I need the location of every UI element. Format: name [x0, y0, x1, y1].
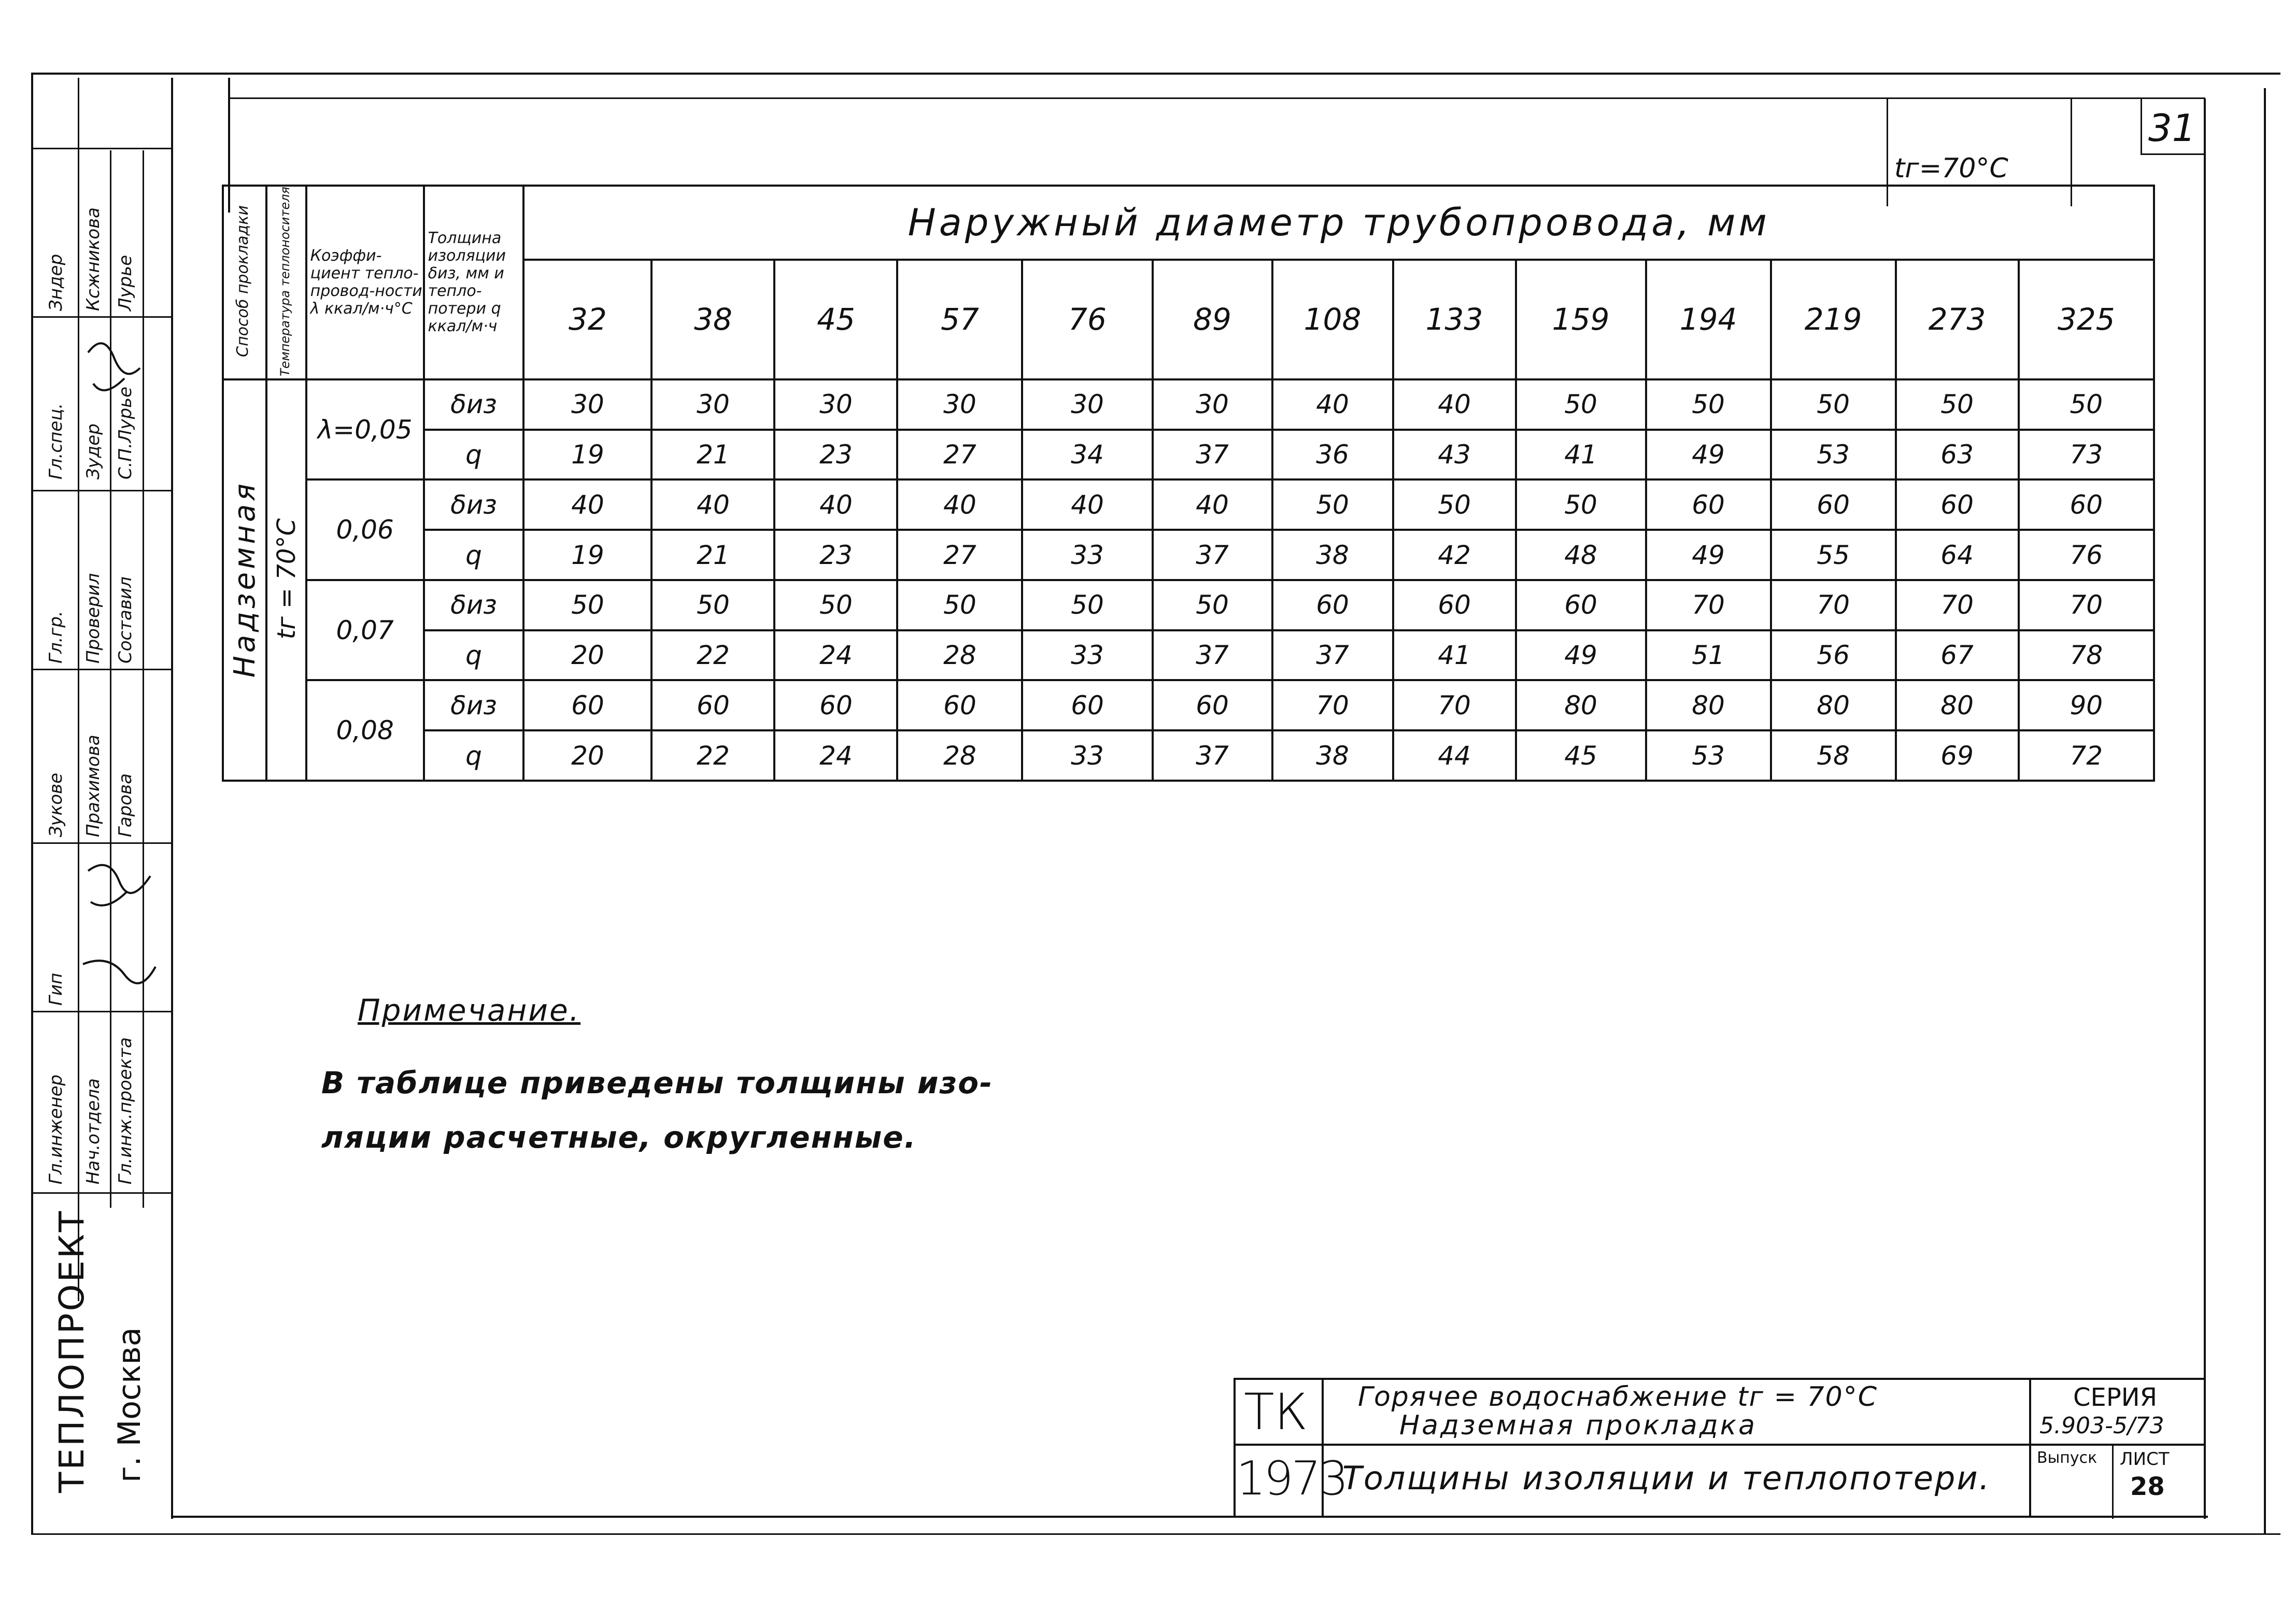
side-name-1: Зудер: [83, 424, 104, 479]
table-cell: 50: [1516, 479, 1646, 530]
tb-mid: [1234, 1444, 2205, 1446]
table-cell: 50: [1393, 479, 1516, 530]
table-cell: 64: [1896, 530, 2019, 580]
table-cell: 44: [1393, 730, 1516, 781]
row-label: δиз: [424, 379, 524, 430]
side-row-5: [31, 1011, 172, 1012]
method-cell: Надземная: [223, 379, 266, 781]
table-cell: 49: [1646, 430, 1771, 480]
side-role-1: Гл.спец.: [46, 403, 66, 479]
frame-left-inner: [171, 78, 173, 1519]
table-cell: 41: [1516, 430, 1646, 480]
table-cell: 27: [897, 530, 1022, 580]
table-cell: 60: [1272, 580, 1393, 630]
tb-series-label: СЕРИЯ: [2073, 1383, 2158, 1412]
table-cell: 60: [651, 680, 774, 730]
table-cell: 19: [523, 530, 651, 580]
table-cell: 37: [1153, 730, 1272, 781]
table-cell: 43: [1393, 430, 1516, 480]
diameter-header: 57: [897, 260, 1022, 379]
diameter-header: 325: [2019, 260, 2154, 379]
table-cell: 60: [1771, 479, 1896, 530]
diameter-header: 76: [1022, 260, 1152, 379]
table-row: [223, 479, 2154, 530]
table-cell: 60: [1646, 479, 1771, 530]
table-cell: 23: [774, 530, 897, 580]
diameter-header: 89: [1153, 260, 1272, 379]
table-cell: 40: [1393, 379, 1516, 430]
coefficient-cell: λ=0,05: [306, 379, 424, 480]
side-name-5: Нач.отдела: [83, 1078, 104, 1184]
table-cell: 80: [1646, 680, 1771, 730]
diameter-header: 38: [651, 260, 774, 379]
table-cell: 34: [1022, 430, 1152, 480]
table-cell: 56: [1771, 630, 1896, 681]
table-cell: 80: [1516, 680, 1646, 730]
side-row-0: [31, 148, 172, 149]
table-cell: 60: [774, 680, 897, 730]
table-cell: 30: [523, 379, 651, 430]
table-cell: 50: [523, 580, 651, 630]
table-cell: 28: [897, 630, 1022, 681]
table-cell: 80: [1771, 680, 1896, 730]
diameter-header: 45: [774, 260, 897, 379]
table-cell: 50: [2019, 379, 2154, 430]
pagenum-box-left: [2141, 98, 2142, 154]
table-cell: 78: [2019, 630, 2154, 681]
table-cell: 60: [1516, 580, 1646, 630]
table-cell: 40: [774, 479, 897, 530]
side-role-4: Гип: [46, 972, 66, 1006]
coefficient-cell: 0,07: [306, 580, 424, 681]
table-cell: 55: [1771, 530, 1896, 580]
table-cell: 20: [523, 630, 651, 681]
frame-right-inner: [2204, 98, 2206, 1519]
table-cell: 50: [1646, 379, 1771, 430]
tb-issue-label: Выпуск: [2037, 1449, 2097, 1467]
signature-marks: [78, 321, 171, 1011]
table-cell: 33: [1022, 530, 1152, 580]
table-cell: 80: [1896, 680, 2019, 730]
table-row: [223, 730, 2154, 781]
hdr-thickness: Толщина изоляции δиз, мм и тепло-потери q ккал/м·ч: [424, 186, 524, 379]
table-cell: 40: [651, 479, 774, 530]
tb-code: ТК: [1244, 1383, 1308, 1441]
tb-title-2: Надземная прокладка: [1399, 1410, 1758, 1441]
table-cell: 30: [1022, 379, 1152, 430]
table-row: [223, 530, 2154, 580]
table-cell: 40: [1272, 379, 1393, 430]
table-cell: 22: [651, 730, 774, 781]
table-cell: 70: [1896, 580, 2019, 630]
hdr-method: Способ прокладки: [223, 186, 266, 379]
table-cell: 27: [897, 430, 1022, 480]
tb-top: [1234, 1378, 2205, 1380]
pagenum-box-bottom: [2141, 153, 2205, 155]
hdr-coef: Коэффи-циент тепло-провод-ности λ ккал/м·ч°С: [306, 186, 424, 379]
table-row: [223, 680, 2154, 730]
table-row: [223, 430, 2154, 480]
table-cell: 70: [1646, 580, 1771, 630]
diameter-header: 159: [1516, 260, 1646, 379]
side-sign-5: Гл.инж.проекта: [115, 1037, 136, 1184]
table-cell: 38: [1272, 730, 1393, 781]
table-cell: 45: [1516, 730, 1646, 781]
org-city: г. Москва: [111, 1327, 148, 1483]
table-cell: 30: [897, 379, 1022, 430]
table-cell: 63: [1896, 430, 2019, 480]
table-cell: 40: [897, 479, 1022, 530]
frame-top-inner: [228, 97, 2205, 99]
frame-bottom-outer: [31, 1533, 2280, 1535]
note-line-2: ляции расчетные, округленные.: [321, 1120, 917, 1155]
row-label: q: [424, 530, 524, 580]
table-cell: 37: [1153, 430, 1272, 480]
table-cell: 70: [1272, 680, 1393, 730]
tb-subtitle: Толщины изоляции и теплопотери.: [1342, 1459, 1991, 1497]
side-sign-1: С.П.Лурье: [115, 386, 136, 479]
table-cell: 73: [2019, 430, 2154, 480]
table-cell: 70: [1771, 580, 1896, 630]
table-row: [223, 630, 2154, 681]
table-cell: 38: [1272, 530, 1393, 580]
hdr-temp: Температура теплоносителя: [266, 186, 306, 379]
note-heading: Примечание.: [358, 993, 581, 1028]
table-cell: 50: [651, 580, 774, 630]
table-cell: 21: [651, 430, 774, 480]
table-row: [223, 379, 2154, 430]
diameter-header: 32: [523, 260, 651, 379]
side-sign-0: Лурье: [115, 255, 136, 311]
side-role-3: Зукове: [46, 772, 66, 837]
diameter-header: 133: [1393, 260, 1516, 379]
coefficient-cell: 0,06: [306, 479, 424, 580]
tb-col2: [2029, 1378, 2031, 1518]
table-cell: 51: [1646, 630, 1771, 681]
table-cell: 37: [1272, 630, 1393, 681]
table-cell: 37: [1153, 630, 1272, 681]
table-cell: 76: [2019, 530, 2154, 580]
table-cell: 19: [523, 430, 651, 480]
side-sign-2: Составил: [115, 576, 136, 664]
table-cell: 69: [1896, 730, 2019, 781]
tb-sheet-value: 28: [2130, 1472, 2165, 1501]
table-cell: 90: [2019, 680, 2154, 730]
tb-series-value: 5.903-5/73: [2039, 1413, 2164, 1439]
row-label: δиз: [424, 479, 524, 530]
tb-title-1: Горячее водоснабжение tг = 70°С: [1358, 1381, 1878, 1413]
table-cell: 37: [1153, 530, 1272, 580]
diameter-title: Наружный диаметр трубопровода, мм: [523, 186, 2154, 260]
table-cell: 40: [1022, 479, 1152, 530]
diameter-header: 219: [1771, 260, 1896, 379]
side-sign-3: Гарова: [115, 773, 136, 837]
table-cell: 30: [651, 379, 774, 430]
table-cell: 36: [1272, 430, 1393, 480]
table-cell: 50: [897, 580, 1022, 630]
temperature-label: tг=70°С: [1894, 153, 2008, 184]
table-cell: 40: [1153, 479, 1272, 530]
frame-top-outer: [31, 73, 2280, 75]
row-label: δиз: [424, 680, 524, 730]
side-name-0: Ксжникова: [83, 207, 104, 311]
table-cell: 50: [1896, 379, 2019, 430]
row-label: q: [424, 430, 524, 480]
tb-sheet-label: ЛИСТ: [2120, 1449, 2170, 1470]
table-cell: 53: [1646, 730, 1771, 781]
page-number: 31: [2148, 106, 2196, 150]
table-cell: 70: [1393, 680, 1516, 730]
side-name-3: Прахимова: [83, 735, 104, 837]
table-cell: 41: [1393, 630, 1516, 681]
table-cell: 49: [1516, 630, 1646, 681]
table-cell: 23: [774, 430, 897, 480]
row-label: q: [424, 630, 524, 681]
table-cell: 30: [1153, 379, 1272, 430]
table-cell: 24: [774, 630, 897, 681]
table-cell: 50: [1516, 379, 1646, 430]
table-cell: 60: [1022, 680, 1152, 730]
frame-left-outer: [31, 73, 33, 1534]
tb-left: [1234, 1378, 1236, 1518]
row-label: δиз: [424, 580, 524, 630]
table-cell: 24: [774, 730, 897, 781]
table-cell: 60: [1393, 580, 1516, 630]
table-cell: 50: [774, 580, 897, 630]
table-cell: 33: [1022, 630, 1152, 681]
side-role-0: Зндер: [46, 253, 66, 311]
table-cell: 20: [523, 730, 651, 781]
side-row-6: [31, 1192, 172, 1194]
table-cell: 50: [1771, 379, 1896, 430]
table-cell: 50: [1022, 580, 1152, 630]
table-cell: 40: [523, 479, 651, 530]
frame-right-outer: [2264, 88, 2266, 1534]
temperature-cell: tг = 70°С: [266, 379, 306, 781]
table-row: [223, 580, 2154, 630]
side-row-1: [31, 316, 172, 318]
table-cell: 60: [1153, 680, 1272, 730]
table-cell: 72: [2019, 730, 2154, 781]
table-cell: 60: [523, 680, 651, 730]
tb-year: 1973: [1236, 1451, 1347, 1506]
table-cell: 48: [1516, 530, 1646, 580]
table-cell: 30: [774, 379, 897, 430]
coefficient-cell: 0,08: [306, 680, 424, 781]
table-cell: 53: [1771, 430, 1896, 480]
table-cell: 22: [651, 630, 774, 681]
table-cell: 58: [1771, 730, 1896, 781]
insulation-table: [222, 185, 2155, 782]
table-cell: 49: [1646, 530, 1771, 580]
tb-col3: [2112, 1444, 2114, 1519]
table-cell: 33: [1022, 730, 1152, 781]
table-cell: 60: [897, 680, 1022, 730]
table-cell: 42: [1393, 530, 1516, 580]
table-cell: 50: [1153, 580, 1272, 630]
diameter-header: 273: [1896, 260, 2019, 379]
table-cell: 60: [1896, 479, 2019, 530]
side-role-2: Гл.гр.: [46, 611, 66, 664]
table-cell: 70: [2019, 580, 2154, 630]
table-cell: 21: [651, 530, 774, 580]
org-name: ТЕПЛОПРОЕКТ: [52, 1209, 92, 1493]
side-name-2: Проверил: [83, 573, 104, 664]
diameter-header: 108: [1272, 260, 1393, 379]
table-cell: 60: [2019, 479, 2154, 530]
table-cell: 28: [897, 730, 1022, 781]
row-label: q: [424, 730, 524, 781]
table-cell: 67: [1896, 630, 2019, 681]
frame-bottom-inner: [171, 1516, 2208, 1518]
side-role-5: Гл.инженер: [46, 1074, 66, 1184]
table-cell: 50: [1272, 479, 1393, 530]
note-line-1: В таблице приведены толщины изо-: [321, 1065, 994, 1100]
diameter-header: 194: [1646, 260, 1771, 379]
